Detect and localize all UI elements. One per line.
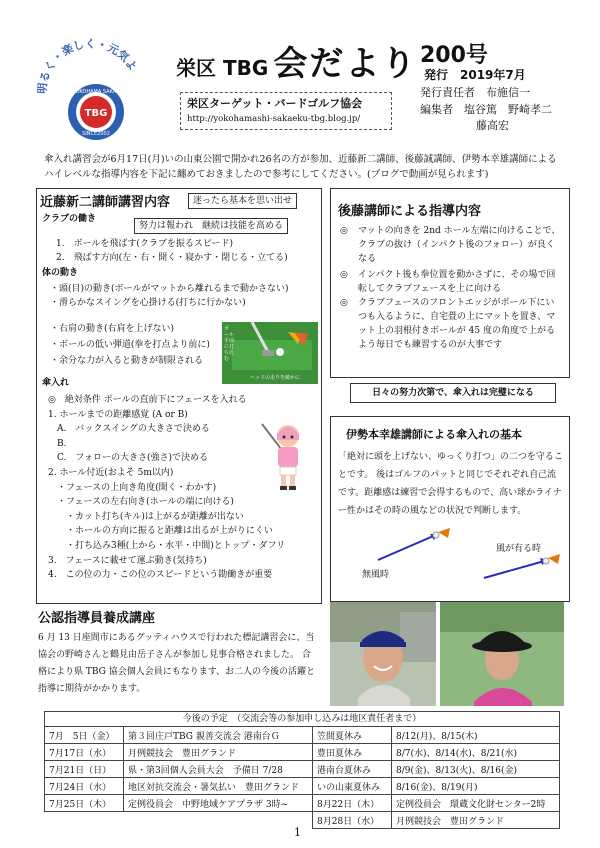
association-name: 栄区ターゲット・バードゴルフ協会 (187, 97, 363, 110)
putt-item: ・ホールの方向に振ると距離は出るが上がりにくい (48, 526, 273, 537)
table-row (45, 812, 560, 829)
club-item: 2. 飛ばす方向(左・右・開く・寝かす・閉じる・立てる) (56, 253, 288, 263)
putt-item: 4. この位の力・この位のスピードという勘働きが重要 (48, 570, 273, 581)
putt-item: ・打ち込み3種(上から・水平・中間)とトップ・ダフリ (48, 540, 286, 551)
association-logo (34, 24, 144, 142)
goto-heading: 後藤講師による指導内容 (338, 204, 482, 219)
table-row (45, 795, 560, 812)
putt-item: A. バックスイングの大きさで決める (48, 424, 210, 435)
issue-date: 発行 2019年7月 (424, 68, 526, 82)
schedule (44, 711, 560, 829)
putt-item: C. フォローの大きさ(強さ)で決める (48, 453, 208, 464)
title-main: 会だより (273, 44, 418, 84)
schedule-detail: 月例競技会 豊田グランド (392, 812, 560, 829)
schedule-event-2: 笠間夏休み (313, 727, 392, 744)
goto-item-text: インパクト後も拳位置を動かさずに、その場で回転してクラブフェースを上に向ける (358, 270, 556, 294)
schedule-event-2: 豊田夏休み (313, 744, 392, 761)
photo-caption-2: ヘッドの走りを確かに (250, 375, 301, 381)
table-row (45, 778, 560, 795)
trajectory-diagram (338, 520, 564, 596)
putt-item: 1. ホールまでの距離感覚 (A or B) (48, 409, 188, 420)
body-item: ・ボールの低い弾道(拳を打点より前に) (50, 340, 210, 350)
schedule-detail: 8/16(金)、8/19(月) (392, 778, 560, 795)
schedule-event: 第３回庄戸TBG 親善交流会 港南台Ｇ (124, 727, 313, 744)
goto-footer-text: 日々の努力次第で、傘入れは完璧になる (372, 388, 534, 398)
body-items-2 (50, 322, 210, 368)
goto-item-3 (340, 296, 562, 352)
goto-footer (350, 383, 556, 403)
blog-url[interactable]: http://yokohamashi-sakaeku-tbg.blog.jp/ (187, 114, 361, 124)
page-number: 1 (294, 826, 301, 839)
body-item: ・右肩の動き(右肩を上げない) (50, 324, 175, 334)
schedule-date (45, 812, 124, 829)
instructor-text: 6 月 13 日座間市にあるグッティハウスで行われた標記講習会に、当協会の野崎さんと鶴見由岳子さんが参加し見事合格されました。 合格により県 TBG 協会個人会員にもなります、お二人の今後の活躍と指導に期待がかかります。 (38, 633, 315, 694)
schedule-title: 今後の予定 （交流会等の参加申し込みは地区責任者まで） (44, 711, 560, 726)
goto-item-1 (340, 224, 562, 266)
putt-item: ◎ 絶対条件 ボールの直前下にフェースを入れる (48, 395, 247, 405)
schedule-event: 県・第3回個人会員大会 予備日 7/28 (124, 761, 313, 778)
body-heading: 体の動き (42, 268, 79, 278)
schedule-event: 定例役員会 中野地域ケアプラザ 3時~ (124, 795, 313, 812)
goto-item-2 (340, 268, 562, 296)
goto-item-text: マットの向きを 2nd ホール左端に向けることで、クラブの抜け（インパクト後のフォロー）が良くなる (358, 226, 561, 264)
schedule-detail: 8/9(金)、8/13(火)、8/16(金) (392, 761, 560, 778)
kondo-heading: 近藤新二講師講習内容 (40, 195, 171, 210)
isemoto-text: 「絶対に頭を上げない、ゆっくり打つ」の二つを守ることです。 後はゴルフのパットと同じでそれぞれ自己流です。距離感は練習で会得するもので、高い球かライナー性かはその時の風などの状況で判断します。 (338, 452, 563, 516)
schedule-event-2: 港南台夏休み (313, 761, 392, 778)
goto-bullet: ◎ (340, 298, 348, 308)
body-item: ・滑らかなスイングを心掛ける(打ちに行かない) (50, 298, 246, 308)
title-prefix: 栄区 TBG (176, 56, 269, 80)
association-box (180, 92, 392, 130)
schedule-date: 7月24日（水） (45, 778, 124, 795)
editor-3: 藤高宏 (476, 119, 509, 132)
goto-item-text: クラブフェースのフロントエッジがボール下にいつも入るように、自宅畳の上にマットを置き、マット上の羽根付きボールが 45 度の角度で上がるよう毎日でも練習するのが大事です (358, 298, 556, 350)
issue-number: 200号 (420, 43, 488, 68)
schedule-event-2: 8月28日（水） (313, 812, 392, 829)
putt-item: 2. ホール付近(およそ 5m以内) (48, 467, 174, 478)
schedule-date: 7月 5日（金） (45, 727, 124, 744)
club-item: 1. ボールを飛ばす(クラブを振るスピード) (56, 239, 234, 249)
body-item: ・頭(目)の動き(ボールがマットから離れるまで動かさない) (50, 284, 289, 294)
goto-bullet: ◎ (340, 270, 348, 280)
putt-item: ・フェースの左右向き(ホールの端に向ける) (48, 497, 234, 508)
putt-heading: 傘入れ (42, 378, 70, 388)
schedule-event (124, 812, 313, 829)
label-no-wind: 無風時 (362, 570, 390, 580)
putt-item: 3. フェースに載せて運ぶ動き(気持ち) (48, 555, 207, 566)
body-item: ・余分な力が入ると動きが制限される (50, 356, 204, 366)
photo-caption-1: ボール手前に打ち込む (224, 326, 235, 362)
logo-ring-text: YOKOHAMA SAKAE (72, 89, 120, 95)
putt-item: B. (48, 438, 67, 449)
goto-bullet: ◎ (340, 226, 348, 236)
schedule-date: 7月17日（水） (45, 744, 124, 761)
club-items (56, 237, 288, 265)
putting-photo (222, 322, 318, 384)
label-wind: 風が有る時 (496, 544, 542, 554)
body-items (50, 282, 289, 310)
publisher: 発行責任者 布施信一 (420, 86, 530, 99)
schedule-event: 地区対抗交流会・暑気払い 豊田グランド (124, 778, 313, 795)
member-photo-1 (330, 602, 436, 706)
golfer-illustration (258, 418, 312, 492)
table-row (45, 761, 560, 778)
schedule-event-2: いの山東夏休み (313, 778, 392, 795)
instructor-heading: 公認指導員養成講座 (38, 611, 156, 626)
kondo-note-1: 迷ったら基本を思い出せ (188, 193, 297, 209)
club-heading: クラブの働き (42, 214, 97, 224)
logo-slogan: 明るく・楽しく・元気よ (35, 37, 140, 95)
schedule-detail: 8/12(月)、8/15(木) (392, 727, 560, 744)
schedule-detail: 8/7(水)、8/14(水)、8/21(水) (392, 744, 560, 761)
putt-items (48, 393, 285, 583)
table-row (45, 744, 560, 761)
member-photo-2 (440, 602, 564, 706)
intro-paragraph: 傘入れ講習会が6月17日(月)いの山東公園で開かれ26名の方が参加、近藤新二講師、後藤誠講師、伊勢本幸雄講師によるハイレベルな指導内容を下記に纏めておきましたので参考にしてください。(ブログで動画が見られます) (44, 154, 557, 180)
table-row (45, 727, 560, 744)
logo-since: SINCE2002 (82, 131, 110, 137)
schedule-event: 月例競技会 豊田グランド (124, 744, 313, 761)
editors: 編集者 塩谷篤 野崎孝二 (420, 103, 552, 116)
schedule-detail: 定例役員会 環蔵文化財センター2時 (392, 795, 560, 812)
isemoto-heading: 伊勢本幸雄講師による傘入れの基本 (346, 428, 522, 441)
kondo-note-2: 努力は報われ 継続は技能を高める (134, 218, 288, 234)
putt-item: ・フェースの上向き角度(開く・わかす) (48, 482, 217, 493)
schedule-table (44, 726, 560, 829)
schedule-date: 7月25日（木） (45, 795, 124, 812)
schedule-event-2: 8月22日（木） (313, 795, 392, 812)
schedule-date: 7月21日（日） (45, 761, 124, 778)
logo-center-text: TBG (84, 108, 108, 119)
putt-item: ・カット打ち(キル)は上がるが距離が出ない (48, 511, 244, 522)
masthead-title (176, 36, 417, 85)
svg-text:明るく・楽しく・元気よく (34, 24, 139, 94)
